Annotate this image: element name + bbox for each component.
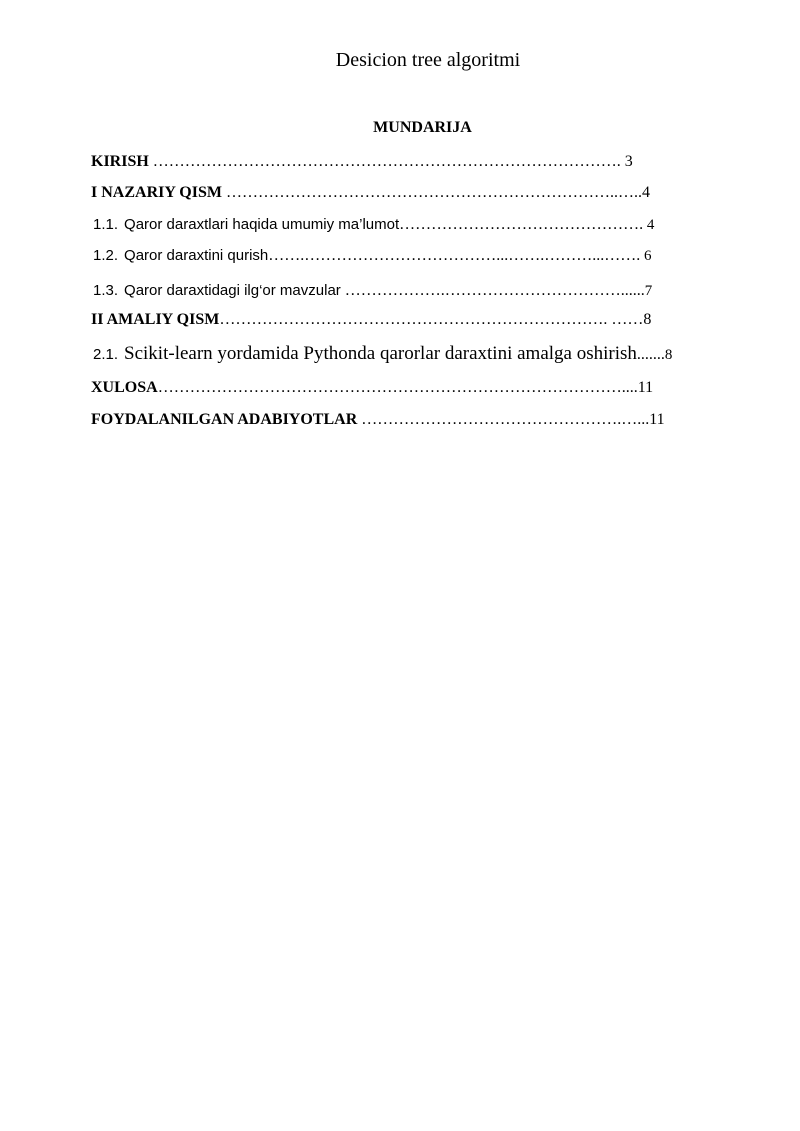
document-title: Desicion tree algoritmi [335,49,521,71]
toc-entry-number: 1.1. [93,216,119,233]
toc-entry-leader: ………………………………………….…... [361,411,650,428]
toc-entry-1-1 [93,215,654,235]
toc-entry-nazariy-qism [91,183,650,203]
toc-entry-label: II AMALIY QISM [91,311,220,328]
toc-entry-label: I NAZARIY QISM [91,184,222,201]
toc-entry-1-2 [93,246,652,266]
toc-entry-kirish [91,152,633,172]
toc-entry-page: 11 [637,379,654,396]
toc-entry-leader: ....... [636,346,665,363]
toc-entry-number: 2.1. [93,346,119,363]
toc-entry-page: 6 [640,248,652,264]
toc-entry-label: KIRISH [91,153,153,170]
toc-entry-leader: ……………………………………………………………………………. [152,153,621,170]
toc-entry-page: 4 [643,217,655,233]
toc-entry-page: 11 [649,411,665,428]
toc-heading: MUNDARIJA [373,119,472,136]
toc-entry-leader: ………………………………………………………………. …… [219,311,644,328]
toc-entry-number: 1.2. [93,247,119,264]
toc-entry-label: Qaror daraxtidagi ilg‘or mavzular [124,282,341,299]
toc-entry-xulosa [91,378,653,398]
toc-entry-page: 8 [664,347,673,363]
toc-entry-1-3 [93,281,652,301]
toc-entry-page: 8 [643,311,652,328]
toc-entry-leader: …………………………………………………………………………….... [157,379,638,396]
toc-entry-label: Qaror daraxtini qurish [124,247,269,264]
toc-entry-page: 4 [641,184,650,201]
toc-entry-label: FOYDALANILGAN ADABIYOTLAR [91,411,362,428]
toc-entry-amaliy-qism [91,310,651,330]
toc-entry-leader: ……………….……………………………...... [340,282,645,299]
toc-entry-page: 7 [644,283,653,299]
toc-entry-label: Scikit-learn yordamida Pythonda qarorlar daraxtini amalga oshirish [124,343,637,364]
toc-entry-2-1 [93,344,672,365]
toc-entry-number: 1.3. [93,282,119,299]
toc-entry-label: XULOSA [91,379,158,396]
toc-entry-leader: ………………………………………………………………..….. [221,184,642,201]
toc-entry-adabiyotlar [91,410,665,430]
toc-entry-page: 3 [620,153,633,170]
toc-entry-leader: ………………………………………. [399,216,644,233]
toc-entry-label: Qaror daraxtlari haqida umumiy ma’lumot [124,216,400,233]
toc-entry-leader: …….………………………………...…….………...……. [268,247,641,264]
